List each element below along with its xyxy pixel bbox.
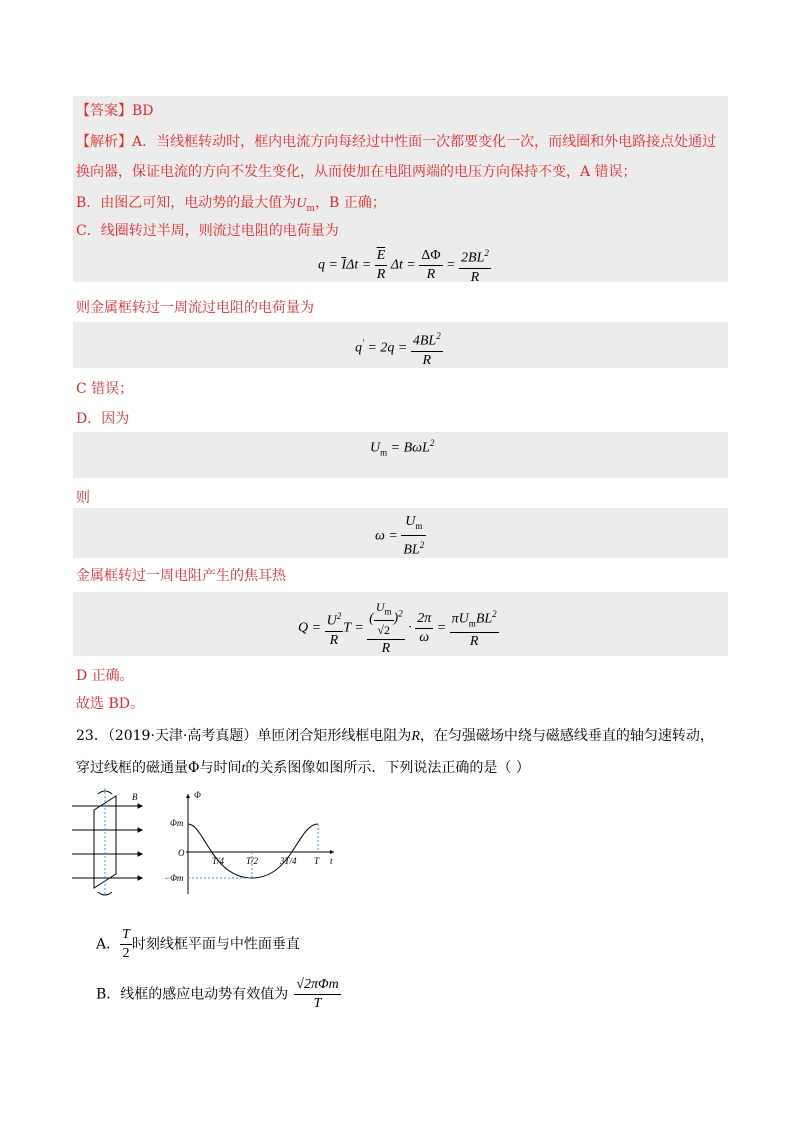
analysis-line-c: C．线圈转过半周，则流过电阻的电荷量为 [76, 223, 339, 239]
phi-max-label: Φm [170, 818, 184, 828]
answer-value: BD [132, 103, 154, 119]
tick-tT: T [314, 856, 320, 866]
formula-um: $U_m = B\omega L^2$ [370, 438, 435, 458]
tick-t34: 3T/4 [280, 856, 297, 866]
formula-omega: ω = $\frac{U_m}{BL^2}$ [375, 514, 425, 558]
figure-coil-and-graph [66, 788, 346, 898]
b-field-label: B [132, 792, 138, 802]
tick-t4: T/4 [212, 856, 225, 866]
analysis-d-right: D 正确。 [76, 668, 134, 684]
phi-axis-label: Φ [194, 790, 201, 800]
option-a: A． $\frac{T}{2}$ 时刻线框平面与中性面垂直 [96, 927, 300, 961]
analysis-line-d: D．因为 [76, 411, 130, 427]
tick-t2: T/2 [246, 856, 259, 866]
analysis-line-c2: 则金属框转过一周流过电阻的电荷量为 [76, 300, 314, 316]
answer-label: 【答案】 [76, 103, 132, 119]
question-line-2: 穿过线框的磁通量Φ与时间t的关系图像如图所示．下列说法正确的是（ ） [76, 760, 530, 776]
origin-label: O [178, 848, 185, 858]
phi-min-label: −Φm [164, 873, 184, 883]
analysis-label: 【解析】 [76, 134, 132, 150]
analysis-heat: 金属框转过一周电阻产生的焦耳热 [76, 568, 286, 584]
analysis-line-b: B．由图乙可知，电动势的最大值为$U_m$，B 正确； [76, 195, 386, 214]
analysis-line-1: 【解析】A．当线框转动时，框内电流方向每经过中性面一次都要变化一次，而线圈和外电路接点处通过 [76, 134, 717, 150]
analysis-choose: 故选 BD。 [76, 696, 144, 712]
t-axis-label: t [330, 856, 333, 866]
formula-q: $q = \overline{I}\Delta t$ = $\frac{\overline{E}}{R}$ Δt = $\frac{\Delta\Phi}{R}$ = $\frac{2BL^2}{R}$ [318, 244, 491, 287]
phi-graph [186, 794, 334, 894]
coil-diagram [72, 788, 142, 896]
formula-q-prime: q' = 2q = $\frac{4BL^2}{R}$ [355, 327, 443, 370]
option-b: B．线框的感应电动势有效值为 $\frac{\text{√2πΦm}}{T}$ [96, 977, 339, 1011]
analysis-c-wrong: C 错误； [76, 381, 134, 397]
formula-heat: Q = $\frac{U^2}{R}$ T = ( $\frac{U_m}{√2}$ )$^2$ R · $\frac{2\pi}{\omega}$ = $\frac{\pi U_mBL^2}{R}$ [298, 600, 497, 657]
analysis-line-2: 换向器，保证电流的方向不发生变化，从而使加在电阻两端的电压方向保持不变，A 错误； [76, 164, 637, 180]
answer-line [76, 101, 154, 121]
analysis-then: 则 [76, 490, 90, 506]
question-line-1: 23．（2019·天津·高考真题）单匝闭合矩形线框电阻为R，在匀强磁场中绕与磁感线垂直的轴匀速转动， [76, 728, 714, 744]
